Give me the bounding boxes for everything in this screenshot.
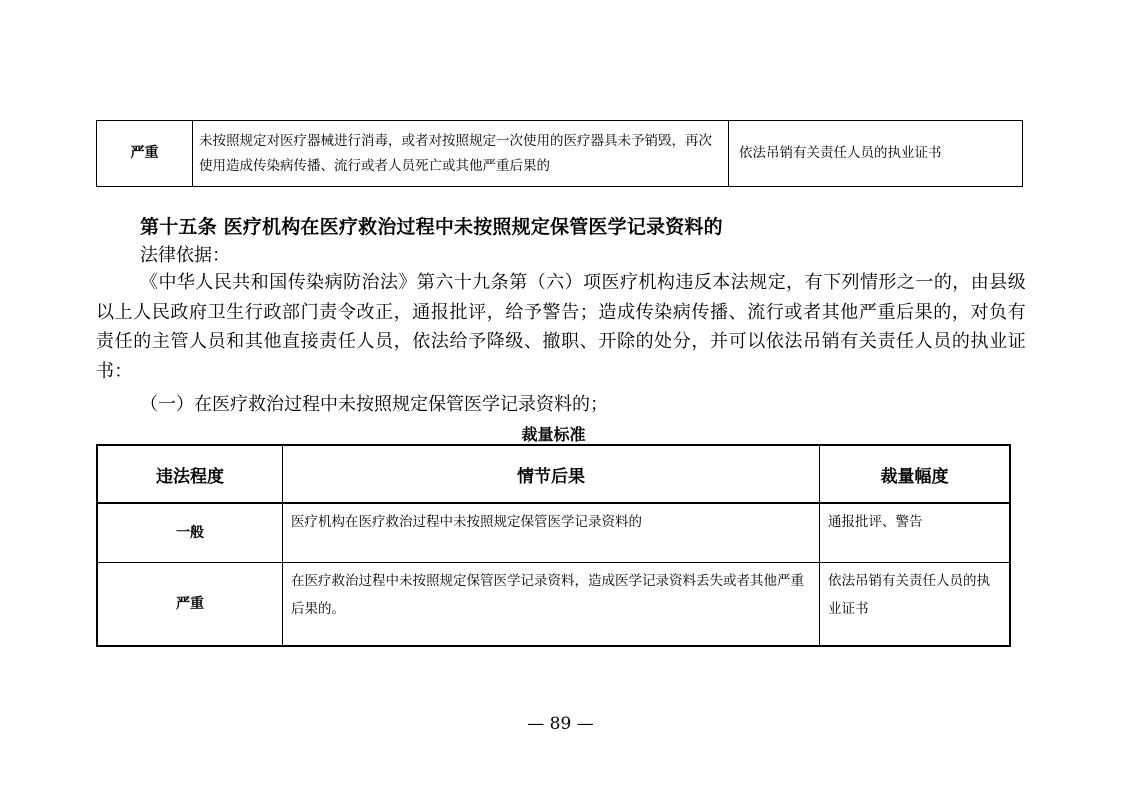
circumstance-cell: 在医疗救治过程中未按照规定保管医学记录资料，造成医学记录资料丢失或者其他严重后果的。 [283,563,820,647]
article-title: 第十五条 医疗机构在医疗救治过程中未按照规定保管医学记录资料的 [140,216,723,238]
item-text: （一）在医疗救治过程中未按照规定保管医学记录资料的； [140,394,608,415]
circumstance-cell: 医疗机构在医疗救治过程中未按照规定保管医学记录资料的 [283,503,820,563]
table-row [97,503,1010,563]
legal-basis-text: 《中华人民共和国传染病防治法》第六十九条第（六）项医疗机构违反本法规定，有下列情形之一的，由县级以上人民政府卫生行政部门责令改正，通报批评，给予警告；造成传染病传播、流行或者其他严重后果的，对负有责任的主管人员和其他直接责任人员，依法给予降级、撤职、开除的处分，并可以依法吊销有关责任人员的执业证书： [96,272,1026,382]
table-row [97,121,1023,187]
standards-table [96,444,1011,647]
table-header-row [97,445,1010,503]
header-circumstance: 情节后果 [283,445,820,503]
header-penalty: 裁量幅度 [820,445,1011,503]
severity-cell: 严重 [97,563,283,647]
table-row [97,563,1010,647]
circumstance-cell: 未按照规定对医疗器械进行消毒，或者对按照规定一次使用的医疗器具未予销毁，再次使用造成传染病传播、流行或者人员死亡或其他严重后果的 [193,121,729,187]
severity-cell: 严重 [97,121,193,187]
penalty-cell: 依法吊销有关责任人员的执业证书 [729,121,1023,187]
legal-basis-label: 法律依据： [140,245,230,266]
penalty-cell: 通报批评、警告 [820,503,1011,563]
header-severity: 违法程度 [97,445,283,503]
page-number: — 89 — [527,714,594,734]
penalty-cell: 依法吊销有关责任人员的执业证书 [820,563,1011,647]
top-table [96,120,1023,187]
severity-cell: 一般 [97,503,283,563]
standards-title: 裁量标准 [521,425,586,444]
